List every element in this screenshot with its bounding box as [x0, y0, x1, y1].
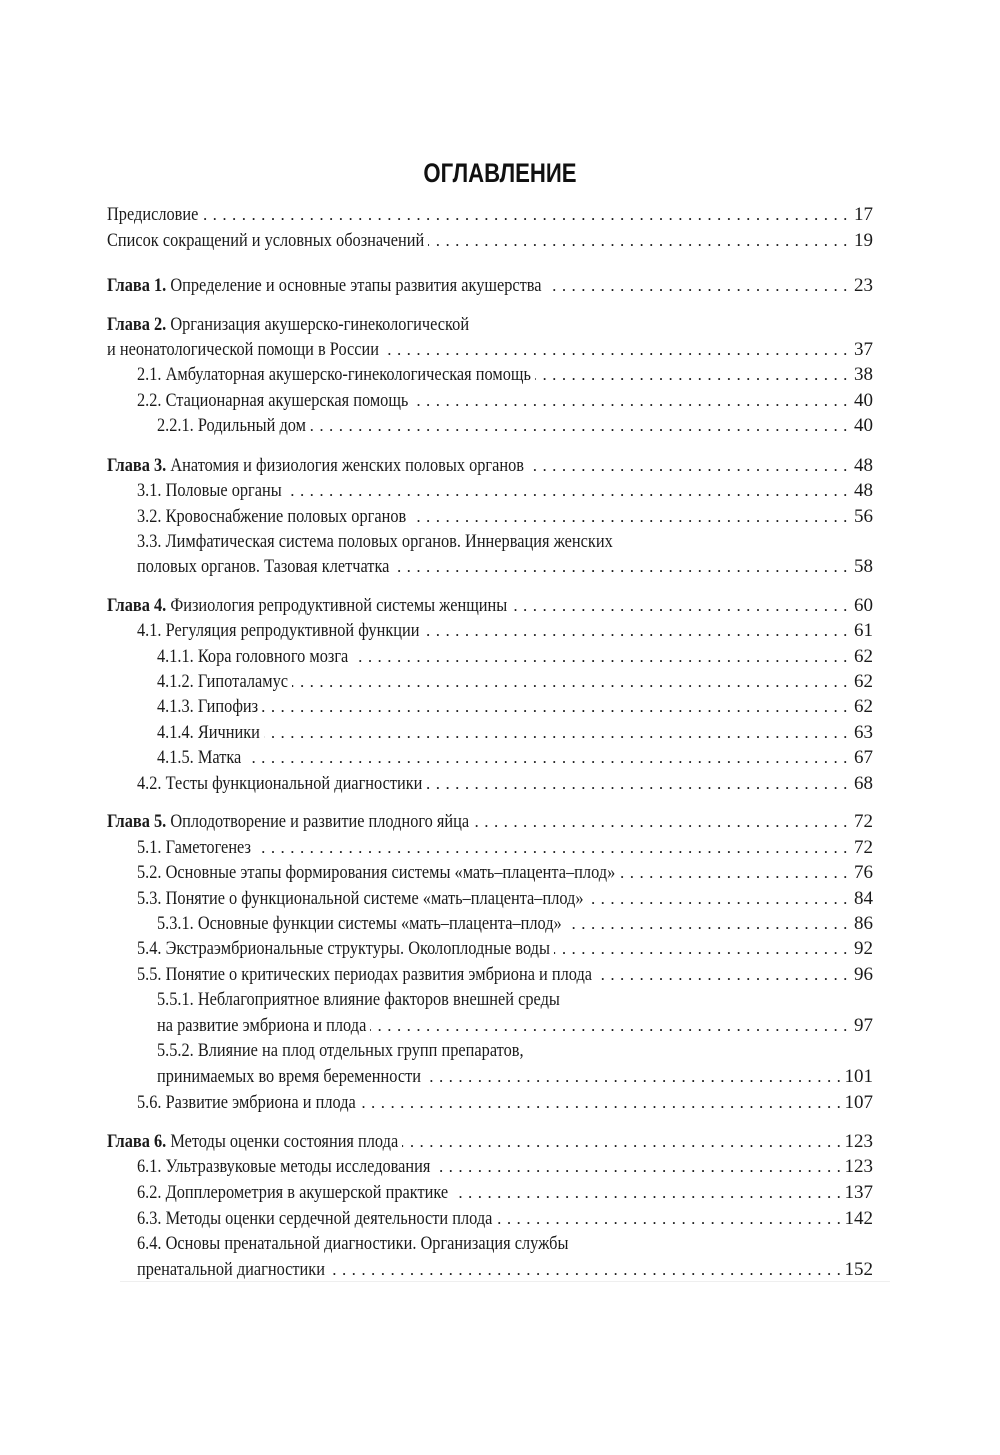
entry-title: 4.1. Регуляция репродуктивной функции	[137, 620, 420, 641]
entry-text	[137, 1090, 356, 1115]
entry-title: пренатальной диагностики	[137, 1259, 325, 1280]
chapter-label: Глава 3.	[107, 455, 167, 476]
entry-title: Предисловие	[107, 204, 199, 225]
toc-entry[interactable]	[137, 860, 873, 885]
entry-text	[107, 228, 424, 253]
entry-text	[157, 694, 258, 719]
toc-entry[interactable]	[137, 362, 873, 387]
dot-leader	[202, 202, 848, 227]
entry-text	[157, 413, 306, 438]
entry-title: Методы оценки состояния плода	[170, 1131, 399, 1152]
page-number: 92	[854, 938, 873, 959]
toc-entry[interactable]	[107, 453, 873, 478]
dot-leader	[292, 669, 848, 694]
toc-entry[interactable]	[137, 618, 873, 643]
entry-text	[137, 936, 550, 961]
toc-entry[interactable]	[137, 1180, 873, 1205]
entry-title: половых органов. Тазовая клетчатка	[137, 556, 390, 577]
dot-leader	[352, 644, 848, 669]
entry-title: Список сокращений и условных обозначений	[107, 230, 425, 251]
entry-title: 3.2. Кровоснабжение половых органов	[137, 506, 407, 527]
toc-entry[interactable]	[107, 228, 873, 253]
dot-leader	[554, 936, 848, 961]
entry-title: 6.1. Ультразвуковые методы исследования	[137, 1156, 431, 1177]
page-number: 96	[854, 964, 873, 985]
chapter-label: Глава 5.	[107, 811, 167, 832]
dot-leader	[566, 911, 848, 936]
page-number: 62	[854, 696, 873, 717]
toc-entry[interactable]	[157, 694, 873, 719]
page-number: 107	[844, 1092, 873, 1113]
toc-entry[interactable]	[157, 745, 873, 770]
toc-entry[interactable]	[107, 1129, 873, 1154]
entry-text	[157, 669, 288, 694]
page-number: 152	[844, 1259, 873, 1280]
dot-leader	[473, 809, 848, 834]
entry-title: Организация акушерско-гинекологической	[170, 314, 470, 335]
entry-text	[157, 1013, 366, 1038]
page-number: 101	[844, 1066, 873, 1087]
entry-text	[137, 554, 389, 579]
toc-entry[interactable]	[107, 593, 873, 618]
entry-text	[137, 478, 282, 503]
entry-text	[137, 1180, 448, 1205]
dot-leader	[286, 478, 848, 503]
dot-leader	[402, 1129, 841, 1154]
page-number: 37	[854, 339, 873, 360]
toc-entry[interactable]	[157, 720, 873, 745]
page-number: 137	[844, 1182, 873, 1203]
toc-entry[interactable]	[137, 835, 873, 860]
entry-title: 3.1. Половые органы	[137, 480, 282, 501]
entry-title: 4.1.3. Гипофиз	[157, 696, 259, 717]
entry-title: 2.2.1. Родильный дом	[157, 415, 306, 436]
toc-entry[interactable]	[157, 911, 873, 936]
dot-leader	[528, 453, 848, 478]
toc-entry[interactable]	[137, 554, 873, 579]
page-number: 61	[854, 620, 873, 641]
dot-leader	[428, 228, 848, 253]
entry-title: 5.5.2. Влияние на плод отдельных групп препаратов,	[157, 1040, 524, 1061]
entry-title: 2.1. Амбулаторная акушерско-гинекологическая помощь	[137, 364, 531, 385]
entry-title: 4.1.5. Матка	[157, 747, 242, 768]
entry-text	[137, 388, 408, 413]
toc-entry[interactable]	[137, 1090, 873, 1115]
entry-title: 5.2. Основные этапы формирования системы «мать–плацента–плод»	[137, 862, 616, 883]
entry-title: 6.3. Методы оценки сердечной деятельности плода	[137, 1208, 493, 1229]
page-number: 58	[854, 556, 873, 577]
dot-leader	[619, 860, 848, 885]
entry-title: 2.2. Стационарная акушерская помощь	[137, 390, 409, 411]
entry-title: 4.1.2. Гипоталамус	[157, 671, 289, 692]
toc-entry-line	[107, 312, 469, 337]
toc-entry[interactable]	[137, 962, 873, 987]
page-number: 67	[854, 747, 873, 768]
dot-leader	[496, 1206, 841, 1231]
page-number: 17	[854, 204, 873, 225]
entry-text	[137, 1154, 430, 1179]
entry-title: 5.1. Гаметогенез	[137, 837, 251, 858]
dot-leader	[262, 694, 848, 719]
entry-title: и неонатологической помощи в России	[107, 339, 380, 360]
dot-leader	[370, 1013, 848, 1038]
dot-leader	[546, 273, 848, 298]
dot-leader	[412, 388, 848, 413]
page-number: 84	[854, 888, 873, 909]
toc-entry[interactable]	[107, 273, 873, 298]
page-number: 23	[854, 275, 873, 296]
dot-leader	[511, 593, 848, 618]
dot-leader	[383, 337, 848, 362]
entry-title: 4.2. Тесты функциональной диагностики	[137, 773, 423, 794]
toc-entry[interactable]	[107, 809, 873, 834]
page-number: 123	[844, 1131, 873, 1152]
dot-leader	[245, 745, 848, 770]
entry-text	[137, 835, 251, 860]
page-number: 72	[854, 837, 873, 858]
toc-entry[interactable]	[137, 771, 873, 796]
entry-text	[137, 771, 422, 796]
entry-text	[107, 809, 469, 834]
toc-entry[interactable]	[157, 1013, 873, 1038]
toc-entry-line	[137, 1231, 568, 1256]
page-number: 123	[844, 1156, 873, 1177]
entry-text	[107, 593, 507, 618]
page-number: 19	[854, 230, 873, 251]
entry-title: 5.5.1. Неблагоприятное влияние факторов внешней среды	[157, 989, 560, 1010]
chapter-label: Глава 4.	[107, 595, 167, 616]
dot-leader	[424, 618, 848, 643]
entry-text	[157, 911, 562, 936]
dot-leader	[410, 504, 848, 529]
entry-title: 5.4. Экстраэмбриональные структуры. Околоплодные воды	[137, 938, 550, 959]
page-title: ОГЛАВЛЕНИЕ	[423, 158, 577, 188]
entry-text	[137, 886, 584, 911]
dot-leader	[360, 1090, 842, 1115]
entry-text	[137, 1257, 325, 1282]
dot-leader	[425, 1064, 842, 1089]
chapter-label: Глава 6.	[107, 1131, 167, 1152]
entry-title: Определение и основные этапы развития акушерства	[170, 275, 542, 296]
page-number: 62	[854, 671, 873, 692]
page-number: 60	[854, 595, 873, 616]
entry-title: Оплодотворение и развитие плодного яйца	[170, 811, 470, 832]
entry-text	[137, 362, 531, 387]
entry-text	[137, 860, 615, 885]
entry-title: 6.2. Допплерометрия в акушерской практике	[137, 1182, 449, 1203]
dot-leader	[310, 413, 848, 438]
entry-title: 3.3. Лимфатическая система половых органов. Иннервация женских	[137, 531, 613, 552]
entry-title: 5.3.1. Основные функции системы «мать–плацента–плод»	[157, 913, 562, 934]
toc-entry-line	[137, 529, 613, 554]
toc-entry[interactable]	[157, 644, 873, 669]
dot-leader	[393, 554, 848, 579]
entry-title: Анатомия и физиология женских половых органов	[170, 455, 525, 476]
entry-text	[137, 962, 592, 987]
entry-text	[107, 1129, 398, 1154]
dot-leader	[434, 1154, 841, 1179]
entry-title: 5.5. Понятие о критических периодах развития эмбриона и плода	[137, 964, 593, 985]
toc-entry[interactable]	[107, 202, 873, 227]
page-number: 62	[854, 646, 873, 667]
page-number: 40	[854, 390, 873, 411]
toc-entry-line	[157, 987, 560, 1012]
entry-title: 5.6. Развитие эмбриона и плода	[137, 1092, 356, 1113]
dot-leader	[588, 886, 848, 911]
page-number: 86	[854, 913, 873, 934]
entry-text	[157, 1064, 421, 1089]
toc-entry[interactable]	[107, 337, 873, 362]
toc-entry[interactable]	[137, 1257, 873, 1282]
toc-entry[interactable]	[137, 1206, 873, 1231]
dot-leader	[264, 720, 848, 745]
entry-title: 4.1.1. Кора головного мозга	[157, 646, 349, 667]
scan-artifact-line	[120, 1281, 890, 1282]
page-number: 56	[854, 506, 873, 527]
page-number: 48	[854, 455, 873, 476]
entry-text	[107, 202, 198, 227]
page-number: 72	[854, 811, 873, 832]
page-number: 48	[854, 480, 873, 501]
toc-entry[interactable]	[137, 388, 873, 413]
page-number: 40	[854, 415, 873, 436]
entry-title: 6.4. Основы пренатальной диагностики. Организация службы	[137, 1233, 569, 1254]
entry-title: 4.1.4. Яичники	[157, 722, 260, 743]
dot-leader	[329, 1257, 842, 1282]
toc-entry[interactable]	[137, 936, 873, 961]
page-number: 142	[844, 1208, 873, 1229]
entry-title: Физиология репродуктивной системы женщины	[170, 595, 508, 616]
page-number: 97	[854, 1015, 873, 1036]
entry-text	[137, 1206, 492, 1231]
toc-entry[interactable]	[157, 1064, 873, 1089]
entry-title: принимаемых во время беременности	[157, 1066, 421, 1087]
dot-leader	[452, 1180, 841, 1205]
entry-text	[157, 644, 348, 669]
chapter-label: Глава 2.	[107, 314, 167, 335]
entry-text	[137, 618, 419, 643]
entry-title: на развитие эмбриона и плода	[157, 1015, 367, 1036]
toc-entry[interactable]	[137, 478, 873, 503]
toc-entry-line	[157, 1038, 524, 1063]
toc-entry[interactable]	[137, 504, 873, 529]
entry-title: 5.3. Понятие о функциональной системе «мать–плацента–плод»	[137, 888, 584, 909]
entry-text	[107, 453, 524, 478]
toc-entry[interactable]	[137, 886, 873, 911]
toc-entry[interactable]	[157, 669, 873, 694]
entry-text	[157, 745, 241, 770]
toc-entry[interactable]	[137, 1154, 873, 1179]
page-number: 63	[854, 722, 873, 743]
toc-entry[interactable]	[157, 413, 873, 438]
dot-leader	[596, 962, 848, 987]
dot-leader	[426, 771, 848, 796]
page-number: 38	[854, 364, 873, 385]
entry-text	[137, 504, 406, 529]
entry-text	[157, 720, 260, 745]
page-number: 76	[854, 862, 873, 883]
dot-leader	[255, 835, 848, 860]
dot-leader	[535, 362, 848, 387]
entry-text	[107, 337, 379, 362]
chapter-label: Глава 1.	[107, 275, 167, 296]
entry-text	[107, 273, 542, 298]
page-number: 68	[854, 773, 873, 794]
